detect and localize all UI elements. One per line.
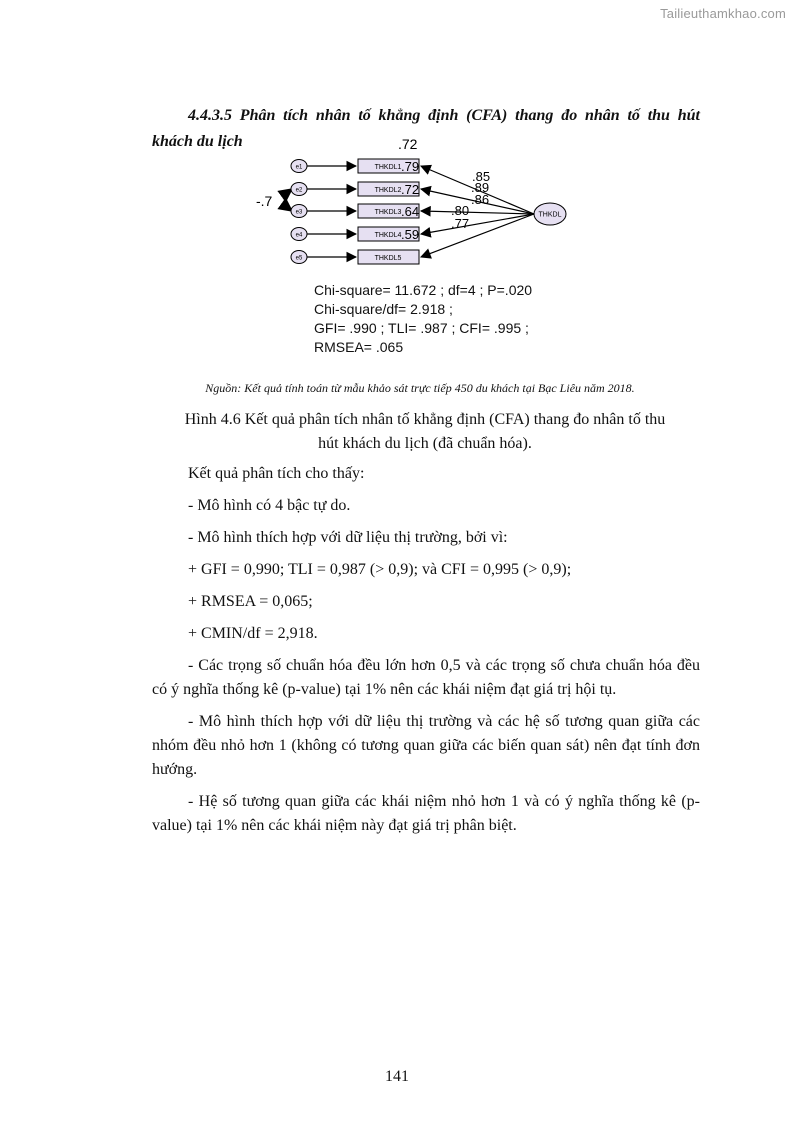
heading-line-2: khách du lịch [152, 133, 243, 150]
error-correlation-curve [285, 189, 293, 211]
error-e3-label: e3 [295, 209, 303, 216]
error-arrows [307, 166, 356, 257]
body-rmsea-line: + RMSEA = 0,065; [188, 593, 313, 610]
r2-label-1: .79 [401, 159, 420, 174]
indicator-thkdl5 [358, 250, 419, 264]
loading-label-5: .77 [451, 216, 470, 231]
error-e1-label: e1 [295, 164, 303, 171]
body-text [152, 462, 700, 838]
watermark: Tailieuthamkhao.com [660, 6, 786, 21]
body-paragraph-2: - Mô hình thích hợp với dữ liệu thị trường và các hệ số tương quan giữa các nhóm đều nhỏ hơn 1 (không có tương quan giữa các biến quan sát) nên đạt tính đơn hướng. [152, 713, 700, 778]
factor-thkdl-label: THKDL [538, 211, 562, 219]
indicator-thkdl4-label: THKDL4 [374, 232, 402, 239]
error-e4 [291, 228, 307, 241]
heading-line-1: 4.4.3.5 Phân tích nhân tố khẳng định (CFA) thang đo nhân tố thu hút [188, 107, 700, 124]
body-gfi-line: + GFI = 0,990; TLI = 0,987 (> 0,9); và CFI = 0,995 (> 0,9); [188, 561, 572, 578]
factor-thkdl [534, 203, 566, 225]
loading-label-2: .89 [471, 180, 490, 195]
body-fit-line: - Mô hình thích hợp với dữ liệu thị trường, bởi vì: [188, 529, 508, 546]
figure-source-note: Nguồn: Kết quả tính toán từ mẫu khảo sát trực tiếp 450 du khách tại Bạc Liêu năm 2018. [205, 381, 635, 395]
loading-label-4: .80 [451, 203, 470, 218]
correlation-label: -.7 [256, 193, 273, 209]
figure-caption [150, 408, 700, 456]
r2-label-4: .59 [401, 227, 420, 242]
fit-line-4: RMSEA= .065 [314, 339, 404, 355]
error-e2-label: e2 [295, 187, 303, 194]
model-fit-statistics [314, 281, 532, 357]
body-df-line: - Mô hình có 4 bậc tự do. [188, 497, 351, 514]
error-e1 [291, 160, 307, 173]
cfa-diagram [255, 136, 575, 276]
top-estimate-label: .72 [398, 136, 418, 152]
error-e4-label: e4 [295, 232, 303, 239]
indicator-thkdl2-label: THKDL2 [374, 187, 402, 194]
body-paragraph-3: - Hệ số tương quan giữa các khái niệm nhỏ hơn 1 và có ý nghĩa thống kê (p-value) tại 1% nên các khái niệm này đạt giá trị phân biệt. [152, 793, 700, 834]
caption-line-1: Hình 4.6 Kết quả phân tích nhân tố khẳng định (CFA) thang đo nhân tố thu [184, 411, 666, 428]
r2-label-3: .64 [401, 204, 420, 219]
fit-line-2: Chi-square/df= 2.918 ; [314, 301, 453, 317]
fit-line-1: Chi-square= 11.672 ; df=4 ; P=.020 [314, 282, 533, 298]
indicator-thkdl5-label: THKDL5 [374, 255, 402, 262]
caption-line-2: hút khách du lịch (đã chuẩn hóa). [318, 435, 532, 452]
body-cmin-line: + CMIN/df = 2,918. [188, 625, 318, 642]
loading-label-3: .86 [471, 192, 490, 207]
error-e2 [291, 183, 307, 196]
error-e5-label: e5 [295, 255, 303, 262]
error-e3 [291, 205, 307, 218]
body-paragraph-1: - Các trọng số chuẩn hóa đều lớn hơn 0,5 và các trọng số chưa chuẩn hóa đều có ý nghĩa thống kê (p-value) tại 1% nên các khái niệm đạt giá trị hội tụ. [152, 657, 700, 698]
error-e5 [291, 251, 307, 264]
indicator-thkdl3-label: THKDL3 [374, 209, 402, 216]
body-intro: Kết quả phân tích cho thấy: [188, 465, 365, 482]
r2-label-2: .72 [401, 182, 420, 197]
page-number: 141 [385, 1068, 409, 1085]
fit-line-3: GFI= .990 ; TLI= .987 ; CFI= .995 ; [314, 320, 529, 336]
loading-label-1: .85 [472, 169, 491, 184]
indicator-thkdl1-label: THKDL1 [374, 164, 402, 171]
